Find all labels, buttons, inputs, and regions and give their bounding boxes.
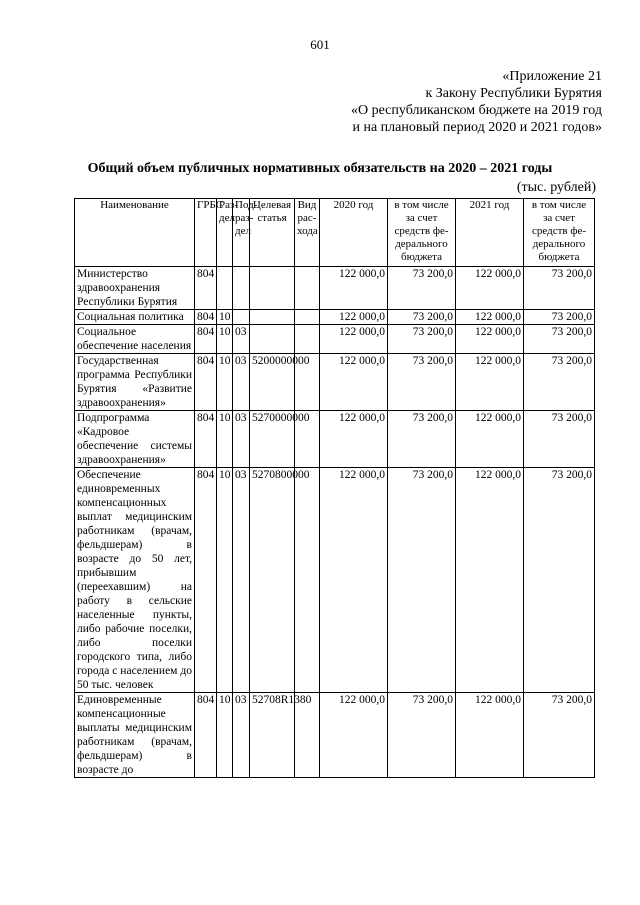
page-number: 601: [310, 37, 330, 52]
col-header-2021: 2021 год: [456, 199, 524, 267]
appendix-header: [351, 68, 602, 136]
cell-podrazdel: [233, 310, 250, 325]
cell-y2020: 122 000,0: [320, 310, 388, 325]
cell-grbs: 804: [195, 354, 217, 411]
cell-razdel: 10: [217, 354, 233, 411]
cell-name: Министерство здравоохранения Республики Бурятия: [75, 267, 195, 310]
cell-vid: [295, 468, 320, 693]
obligations-table: [74, 198, 595, 778]
cell-fed2020: 73 200,0: [388, 267, 456, 310]
cell-podrazdel: 03: [233, 468, 250, 693]
cell-fed2021: 73 200,0: [524, 411, 595, 468]
cell-target: 5270000000: [250, 411, 295, 468]
cell-y2020: 122 000,0: [320, 411, 388, 468]
cell-razdel: 10: [217, 325, 233, 354]
cell-grbs: 804: [195, 310, 217, 325]
cell-y2021: 122 000,0: [456, 354, 524, 411]
cell-podrazdel: 03: [233, 693, 250, 778]
cell-fed2021: 73 200,0: [524, 310, 595, 325]
table-row: [75, 310, 595, 325]
col-header-razdel: Раз-дел: [217, 199, 233, 267]
table-row: [75, 468, 595, 693]
cell-vid: [295, 267, 320, 310]
cell-razdel: 10: [217, 310, 233, 325]
cell-podrazdel: 03: [233, 411, 250, 468]
cell-name: Обеспечение единовременных компенсационных выплат медицинским работникам (врачам, фельдшерам) в возрасте до 50 лет, прибывшим (переехавшим) на работу в сельские населенные пункты, либо рабочие поселки, либо поселки городского типа, либо города с населением до 50 тыс. человек: [75, 468, 195, 693]
cell-grbs: 804: [195, 468, 217, 693]
cell-fed2021: 73 200,0: [524, 693, 595, 778]
cell-name: Государственная программа Республики Бурятия «Развитие здравоохранения»: [75, 354, 195, 411]
cell-target: [250, 267, 295, 310]
cell-fed2020: 73 200,0: [388, 468, 456, 693]
col-header-grbs: ГРБС: [195, 199, 217, 267]
cell-y2021: 122 000,0: [456, 468, 524, 693]
units-label: (тыс. рублей): [516, 180, 596, 195]
table-row: [75, 411, 595, 468]
cell-fed2021: 73 200,0: [524, 267, 595, 310]
appendix-line: «Приложение 21: [502, 69, 602, 84]
col-header-name: Наименование: [75, 199, 195, 267]
cell-fed2020: 73 200,0: [388, 354, 456, 411]
cell-y2021: 122 000,0: [456, 693, 524, 778]
cell-name: Подпрограмма «Кадровое обеспечение системы здравоохранения»: [75, 411, 195, 468]
cell-name: Социальное обеспечение населения: [75, 325, 195, 354]
cell-target: 5200000000: [250, 354, 295, 411]
col-header-fed-2021: в том числе за счет средств фе-дерального бюджета: [524, 199, 595, 267]
table-header-row: [75, 199, 595, 267]
col-header-podrazdel: Под-раз-дел: [233, 199, 250, 267]
col-header-2020: 2020 год: [320, 199, 388, 267]
cell-y2021: 122 000,0: [456, 310, 524, 325]
col-header-target: Целевая статья: [250, 199, 295, 267]
cell-vid: [295, 310, 320, 325]
cell-podrazdel: 03: [233, 325, 250, 354]
cell-y2020: 122 000,0: [320, 468, 388, 693]
cell-name: Единовременные компенсационные выплаты медицинским работникам (врачам, фельдшерам) в возрасте до: [75, 693, 195, 778]
cell-fed2021: 73 200,0: [524, 325, 595, 354]
cell-fed2021: 73 200,0: [524, 468, 595, 693]
cell-razdel: 10: [217, 693, 233, 778]
cell-razdel: 10: [217, 468, 233, 693]
cell-fed2021: 73 200,0: [524, 354, 595, 411]
cell-grbs: 804: [195, 325, 217, 354]
cell-target: [250, 310, 295, 325]
cell-fed2020: 73 200,0: [388, 693, 456, 778]
cell-grbs: 804: [195, 267, 217, 310]
cell-razdel: 10: [217, 411, 233, 468]
appendix-line: «О республиканском бюджете на 2019 год: [351, 103, 602, 118]
appendix-line: к Закону Республики Бурятия: [425, 86, 602, 101]
cell-target: 52708R1380: [250, 693, 295, 778]
cell-y2020: 122 000,0: [320, 354, 388, 411]
cell-vid: [295, 325, 320, 354]
table-row: [75, 354, 595, 411]
cell-y2020: 122 000,0: [320, 267, 388, 310]
cell-razdel: [217, 267, 233, 310]
cell-podrazdel: 03: [233, 354, 250, 411]
cell-y2020: 122 000,0: [320, 325, 388, 354]
cell-target: 5270800000: [250, 468, 295, 693]
table-row: [75, 267, 595, 310]
cell-fed2020: 73 200,0: [388, 325, 456, 354]
appendix-line: и на плановый период 2020 и 2021 годов»: [352, 120, 602, 135]
cell-name: Социальная политика: [75, 310, 195, 325]
col-header-vid: Вид рас-хода: [295, 199, 320, 267]
cell-target: [250, 325, 295, 354]
table-row: [75, 325, 595, 354]
cell-y2021: 122 000,0: [456, 325, 524, 354]
cell-grbs: 804: [195, 411, 217, 468]
table-row: [75, 693, 595, 778]
cell-y2021: 122 000,0: [456, 267, 524, 310]
cell-y2020: 122 000,0: [320, 693, 388, 778]
cell-y2021: 122 000,0: [456, 411, 524, 468]
cell-fed2020: 73 200,0: [388, 310, 456, 325]
document-title: Общий объем публичных нормативных обязательств на 2020 – 2021 годы: [87, 161, 553, 176]
col-header-fed-2020: в том числе за счет средств фе-дерального бюджета: [388, 199, 456, 267]
cell-grbs: 804: [195, 693, 217, 778]
cell-fed2020: 73 200,0: [388, 411, 456, 468]
cell-podrazdel: [233, 267, 250, 310]
